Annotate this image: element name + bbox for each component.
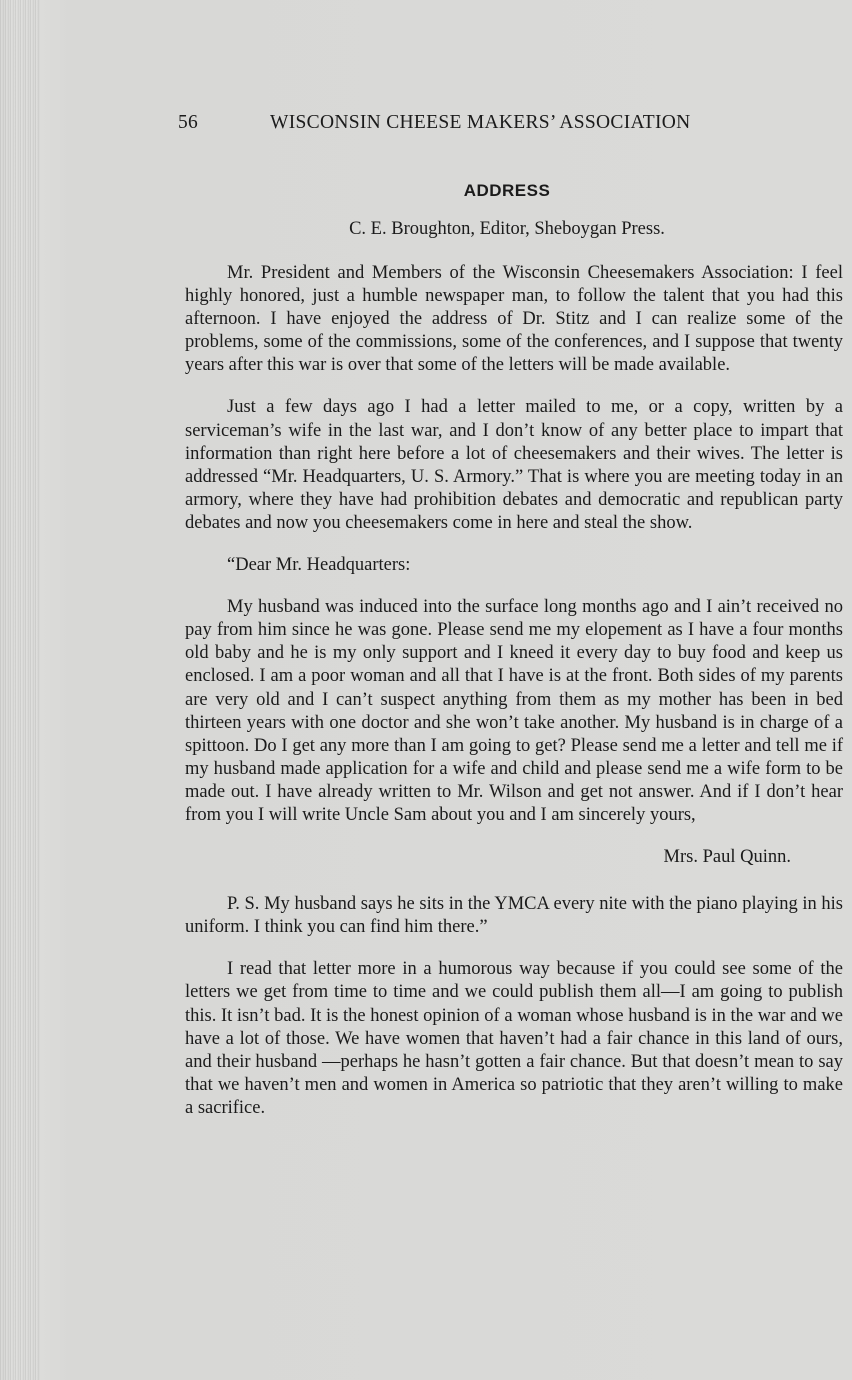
paragraph-letter-context: Just a few days ago I had a letter mailed to me, or a copy, written by a serviceman’s wife in the last war, and I don’t know of any better place to impart that information than right here before a lot of cheesemakers and their wives. The letter is addressed “Mr. Headquarters, U. S. Armory.” That is where you are meeting today in an armory, where they have had prohibition debates and democratic and republican party debates and now you cheesemakers come in here and steal the show. — [185, 397, 843, 533]
body-text — [185, 262, 843, 1139]
letter-postscript: P. S. My husband says he sits in the YMCA every nite with the piano playing in his uniform. I think you can find him there.” — [185, 894, 843, 938]
letter-signature: Mrs. Paul Quinn. — [663, 847, 791, 868]
author-line: C. E. Broughton, Editor, Sheboygan Press. — [349, 219, 665, 239]
paragraph-intro: Mr. President and Members of the Wisconsin Cheesemakers Association: I feel highly honored, just a humble newspaper man, to follow the talent that you had this afternoon. I have enjoyed the address of Dr. Stitz and I can realize some of the problems, some of the commissions, some of the conferences, and I suppose that twenty years after this war is over that some of the letters will be made available. — [185, 263, 843, 376]
running-head: WISCONSIN CHEESE MAKERS’ ASSOCIATION — [270, 112, 691, 133]
page-header — [178, 112, 748, 140]
page-number: 56 — [178, 112, 199, 133]
letter-salutation: “Dear Mr. Headquarters: — [227, 555, 411, 576]
page-binding-edge — [0, 0, 40, 1380]
paragraph-commentary: I read that letter more in a humorous way because if you could see some of the letters we get from time to time and we could publish them all—I am going to publish this. It isn’t bad. It is the honest opinion of a woman whose husband is in the war and we have a lot of those. We have women that haven’t had a fair chance in this land of ours, and their husband —perhaps he hasn’t gotten a fair chance. But that doesn’t mean to say that we haven’t men and women in America so patriotic that they aren’t willing to make a sacrifice. — [185, 959, 843, 1118]
letter-body: My husband was induced into the surface long months ago and I ain’t received no pay from him since he was gone. Please send me my elopement as I have a four months old baby and he is my only support and I kneed it every day to buy food and keep us enclosed. I am a poor woman and all that I have is at the front. Both sides of my parents are very old and I can’t suspect anything from them as my mother has been in bed thirteen years with one doctor and she won’t take another. My husband is in charge of a spittoon. Do I get any more than I am going to get? Please send me a letter and tell me if my husband made application for a wife and child and please send me a wife form to be made out. I have already written to Mr. Wilson and get not answer. And if I don’t hear from you I will write Uncle Sam about you and I am sincerely yours, — [185, 597, 843, 825]
section-title: ADDRESS — [463, 181, 551, 200]
